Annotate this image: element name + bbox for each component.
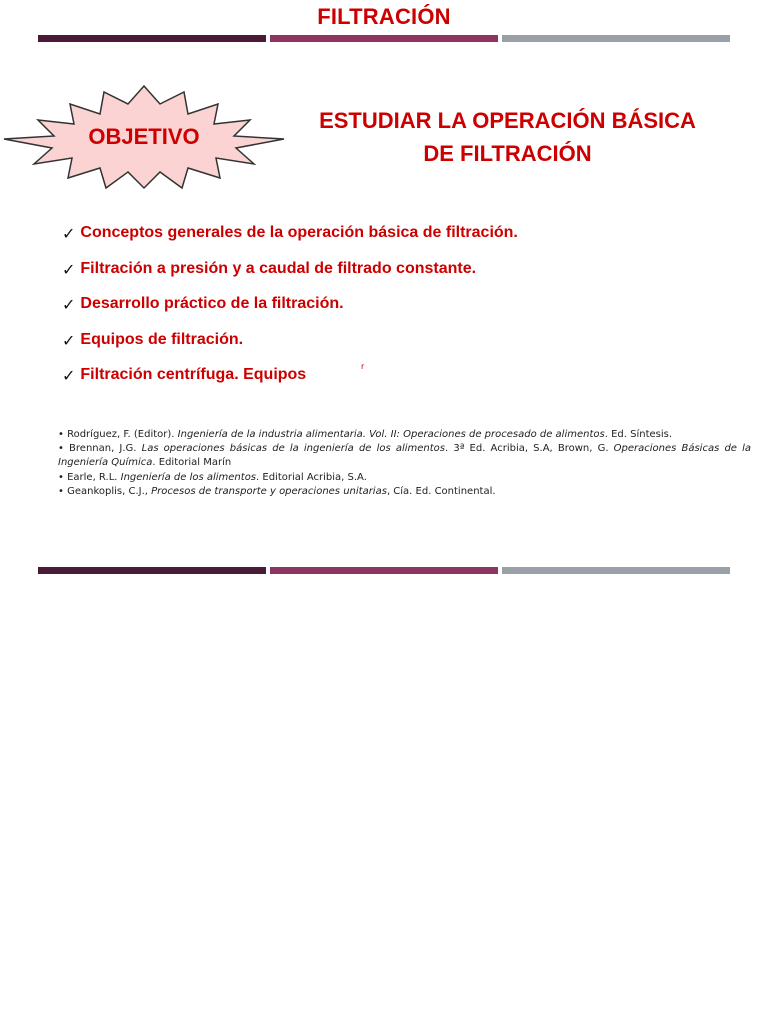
objective-line-1: ESTUDIAR LA OPERACIÓN BÁSICA: [319, 108, 696, 133]
references-list: [58, 428, 751, 499]
checklist-item: [62, 260, 518, 296]
divider-segment-light: [502, 567, 730, 574]
reference-item: [58, 471, 751, 485]
page-title: FILTRACIÓN: [317, 4, 451, 29]
divider-segment-light: [502, 35, 730, 42]
reference-item: [58, 442, 751, 470]
reference-text: . Editorial Marín: [152, 457, 232, 469]
reference-text: . Editorial Acribia, S.A.: [256, 471, 367, 483]
reference-title: Las operaciones básicas de la ingeniería de los alimentos: [141, 443, 446, 455]
reference-bullet: •: [58, 485, 64, 497]
check-mark-icon: ✓: [62, 261, 76, 279]
checklist-item-text: Filtración a presión y a caudal de filtrado constante.: [80, 259, 477, 277]
checklist-item-text: Conceptos generales de la operación básica de filtración.: [80, 224, 518, 241]
reference-text: , Cía. Ed. Continental.: [386, 485, 496, 497]
reference-bullet: •: [58, 429, 64, 440]
topic-checklist: [62, 224, 518, 402]
divider-segment-dark: [38, 35, 266, 42]
footer-divider: [38, 567, 730, 574]
checklist-item: [62, 224, 518, 260]
checklist-item-text: Equipos de filtración.: [80, 330, 244, 348]
reference-text: Earle, R.L.: [63, 471, 121, 483]
objective-badge-label: OBJETIVO: [88, 124, 200, 149]
header-divider: [38, 35, 730, 42]
check-mark-icon: ✓: [62, 297, 76, 314]
check-mark-icon: ✓: [62, 226, 76, 243]
reference-item: [58, 428, 751, 442]
checklist-item: [62, 295, 518, 331]
reference-bullet: •: [58, 443, 64, 455]
checklist-item: [62, 366, 518, 402]
reference-title: Ingeniería de los alimentos: [120, 471, 257, 483]
reference-item: [58, 485, 751, 499]
reference-text: Brennan, J.G.: [63, 443, 142, 455]
divider-segment-mid: [270, 35, 498, 42]
check-mark-icon: ✓: [62, 332, 76, 350]
reference-text: Geankoplis, C.J.,: [63, 485, 152, 497]
objective-line-2: DE FILTRACIÓN: [423, 141, 592, 166]
checklist-item: [62, 331, 518, 367]
divider-segment-dark: [38, 567, 266, 574]
stray-mark: r: [361, 362, 365, 371]
checklist-item-text: Filtración centrífuga. Equipos: [80, 366, 307, 383]
reference-title: Ingeniería de la industria alimentaria. Vol. II: Operaciones de procesado de alimentos: [177, 429, 605, 440]
reference-text: Rodríguez, F. (Editor).: [63, 429, 178, 440]
reference-text: . 3ª Ed. Acribia, S.A, Brown, G.: [445, 443, 614, 455]
reference-bullet: •: [58, 471, 64, 483]
reference-text: . Ed. Síntesis.: [604, 429, 673, 440]
checklist-item-text: Desarrollo práctico de la filtración.: [80, 295, 344, 312]
reference-title: Procesos de transporte y operaciones unitarias: [151, 485, 387, 497]
reference-title: Operaciones Básicas de la Ingeniería Química: [58, 443, 751, 469]
objective-statement: [300, 104, 715, 170]
check-mark-icon: ✓: [62, 368, 76, 385]
divider-segment-mid: [270, 567, 498, 574]
